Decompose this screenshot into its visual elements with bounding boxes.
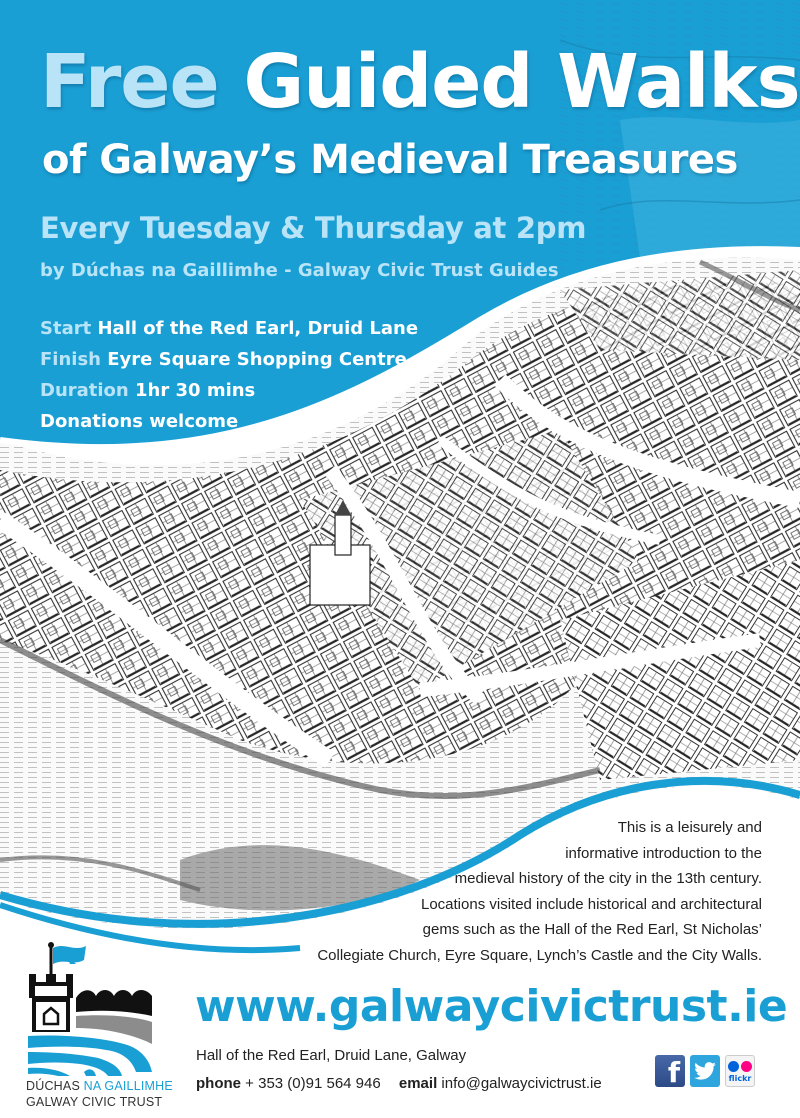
website-link[interactable]: www.galwaycivictrust.ie <box>195 981 788 1032</box>
facebook-icon[interactable] <box>655 1055 685 1087</box>
social-links <box>655 1055 755 1087</box>
description-line: This is a leisurely and <box>617 819 762 836</box>
email-label: email <box>398 1075 438 1092</box>
description <box>302 815 762 968</box>
description-line: informative introduction to the <box>565 844 762 862</box>
duration-value: 1hr 30 mins <box>135 380 256 401</box>
facebook-glyph: f <box>667 1056 680 1087</box>
phone-label: phone <box>196 1075 241 1092</box>
flickr-label: flickr <box>728 1074 752 1083</box>
detail-finish <box>40 344 418 375</box>
logo-name-part2: NA GAILLIMHE <box>83 1079 173 1093</box>
duration-label: Duration <box>40 380 129 401</box>
finish-value: Eyre Square Shopping Centre <box>107 349 407 370</box>
subtitle: of Galway’s Medieval Treasures <box>42 137 738 183</box>
title-guided-walks: Guided Walks <box>243 39 800 125</box>
description-line: medieval history of the city in the 13th century. <box>454 870 762 887</box>
detail-donations: Donations welcome <box>40 411 239 432</box>
email-value[interactable]: info@galwaycivictrust.ie <box>441 1075 602 1092</box>
start-value: Hall of the Red Earl, Druid Lane <box>97 318 419 339</box>
description-line: gems such as the Hall of the Red Earl, St Nicholas’ <box>422 921 762 938</box>
start-label: Start <box>40 318 92 339</box>
logo-name-part1: DÚCHAS <box>26 1079 84 1093</box>
twitter-bird-icon <box>694 1062 716 1080</box>
byline: by Dúchas na Gaillimhe - Galway Civic Trust Guides <box>40 260 559 281</box>
main-title <box>40 39 800 125</box>
flickr-dots-icon <box>728 1061 752 1072</box>
flickr-icon[interactable] <box>725 1055 755 1087</box>
contact-info <box>196 1075 602 1092</box>
detail-duration <box>40 375 418 406</box>
title-free: Free <box>40 39 219 125</box>
finish-label: Finish <box>40 349 101 370</box>
description-line: Locations visited include historical and architectural <box>420 895 762 913</box>
logo-name-line2: GALWAY CIVIC TRUST <box>26 1095 163 1109</box>
phone-value: + 353 (0)91 564 946 <box>245 1075 381 1092</box>
schedule: Every Tuesday & Thursday at 2pm <box>40 211 587 245</box>
description-line: Collegiate Church, Eyre Square, Lynch’s Castle and the City Walls. <box>317 946 762 964</box>
detail-start <box>40 313 418 344</box>
walk-details <box>40 313 418 437</box>
logo-name-line1 <box>26 1079 173 1093</box>
twitter-icon[interactable] <box>690 1055 720 1087</box>
address: Hall of the Red Earl, Druid Lane, Galway <box>196 1047 467 1064</box>
